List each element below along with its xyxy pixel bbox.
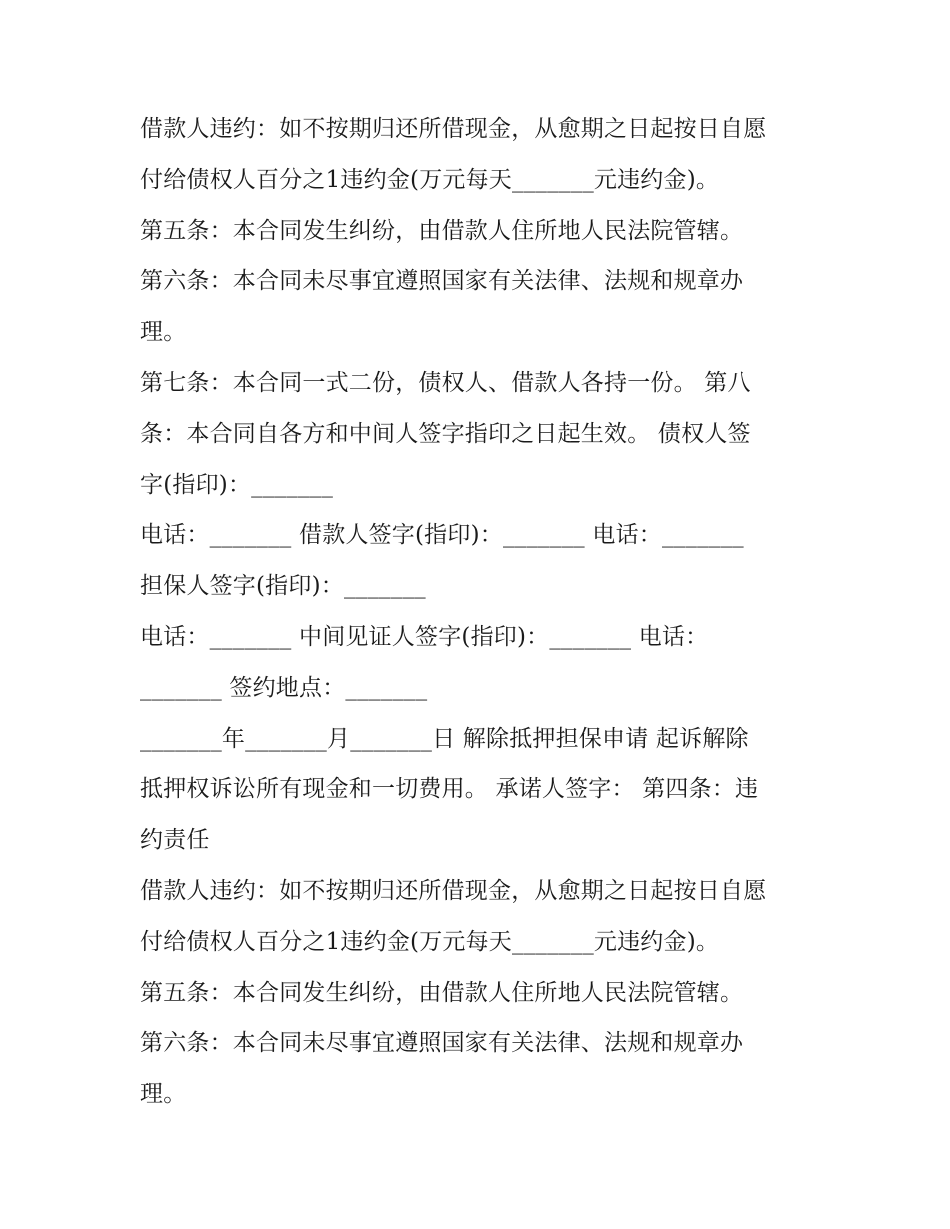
text-line-19: 第六条：本合同未尽事宜遵照国家有关法律、法规和规章办 (140, 1030, 744, 1057)
text-line-2: 付给债权人百分之1违约金(万元每天_______元违约金)。 (140, 166, 720, 193)
text-line-5: 理。 (140, 319, 187, 346)
text-line-13: _______年_______月_______日 解除抵押担保申请 起诉解除 (140, 725, 749, 752)
text-line-14: 抵押权诉讼所有现金和一切费用。 承诺人签字： 第四条：违 (140, 776, 759, 803)
text-line-3: 第五条：本合同发生纠纷，由借款人住所地人民法院管辖。 (140, 217, 744, 244)
text-line-10: 担保人签字(指印)：_______ (140, 573, 426, 600)
text-line-1: 借款人违约：如不按期归还所借现金，从愈期之日起按日自愿 (140, 116, 767, 142)
text-line-7: 条：本合同自各方和中间人签字指印之日起生效。 债权人签 (140, 420, 751, 447)
text-line-11: 电话：_______ 中间见证人签字(指印)：_______ 电话： (140, 623, 709, 650)
text-line-18: 第五条：本合同发生纠纷，由借款人住所地人民法院管辖。 (140, 979, 744, 1006)
text-line-4: 第六条：本合同未尽事宜遵照国家有关法律、法规和规章办 (140, 268, 744, 295)
text-line-16: 借款人违约：如不按期归还所借现金，从愈期之日起按日自愿 (140, 877, 767, 904)
text-line-17: 付给债权人百分之1违约金(万元每天_______元违约金)。 (140, 928, 720, 955)
text-line-15: 约责任 (140, 827, 210, 854)
text-line-6: 第七条：本合同一式二份，债权人、借款人各持一份。 第八 (140, 369, 751, 396)
document-body (140, 104, 830, 1120)
text-line-9: 电话：_______ 借款人签字(指印)：_______ 电话：_______ (140, 522, 744, 549)
text-line-8: 字(指印)：_______ (140, 471, 334, 498)
text-line-12: _______ 签约地点：_______ (140, 674, 428, 701)
text-line-20: 理。 (140, 1081, 187, 1108)
